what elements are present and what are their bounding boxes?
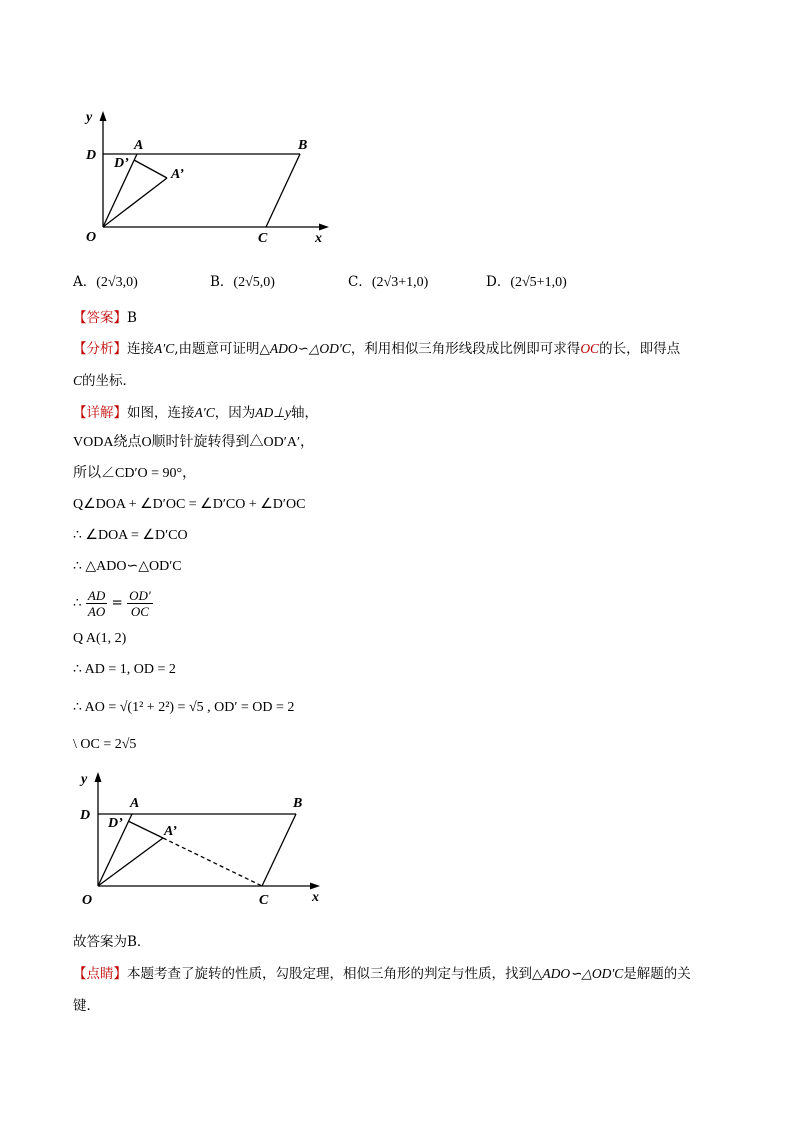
- answer-tag: 【答案】: [73, 310, 127, 326]
- label-C: C: [258, 231, 268, 246]
- label-O: O: [86, 230, 97, 245]
- comment-tag: 【点睛】: [73, 966, 127, 982]
- label2-x: x: [312, 890, 319, 905]
- option-c-label: C．: [348, 274, 372, 290]
- detail-line-8: ∴ AO = √(1² + 2²) = √5 , OD′ = OD = 2: [73, 700, 295, 715]
- label-x: x: [315, 231, 322, 246]
- detail-axis: 轴，: [290, 405, 318, 421]
- detail-intro: 如图，连接: [127, 405, 195, 421]
- label2-O: O: [82, 893, 93, 908]
- answer-value: B: [127, 310, 137, 326]
- analysis-oc: OC: [580, 341, 600, 356]
- comment-tri: ADO∽△OD′C: [542, 966, 624, 981]
- option-b-value: (2√5,0): [233, 275, 275, 290]
- analysis-seg: A′C: [154, 341, 175, 356]
- detail-fraction-line: [73, 588, 153, 619]
- fraction-right-den: OC: [130, 604, 149, 619]
- label2-Dp: D’: [108, 816, 123, 831]
- label2-D: D: [80, 808, 91, 823]
- analysis-text-1: 连接: [127, 341, 154, 357]
- segment-DpAp-2: [128, 821, 163, 838]
- label2-C: C: [259, 893, 269, 908]
- option-a-label: A．: [73, 274, 97, 290]
- label-D: D: [86, 148, 97, 163]
- detail-tag: 【详解】: [73, 405, 127, 421]
- fraction-left-num: AD: [87, 588, 106, 603]
- label-A: A: [134, 138, 144, 153]
- option-c-value: (2√3+1,0): [371, 275, 429, 290]
- analysis-tag: 【分析】: [73, 341, 127, 357]
- segment-BC-2: [262, 814, 296, 886]
- segment-OAp-2: [98, 838, 163, 886]
- y-axis-arrow: [100, 111, 107, 121]
- option-d: [486, 273, 567, 292]
- detail-line-6: Q A(1, 2): [73, 631, 127, 646]
- option-b-label: B．: [210, 274, 234, 290]
- analysis-line-1: [73, 340, 680, 358]
- fraction-right: [127, 588, 153, 619]
- detail-perp: AD⊥y: [255, 405, 291, 420]
- analysis-line-2: [73, 372, 136, 390]
- detail-seg: A′C: [194, 405, 215, 420]
- label2-Ap: A’: [164, 824, 177, 839]
- detail-line-5: ∴ △ADO∽△OD′C: [73, 559, 182, 574]
- detail-line-9: \ OC = 2√5: [73, 737, 137, 752]
- answer-line: [73, 309, 137, 327]
- option-c: [348, 273, 428, 292]
- detail-line-1: VODA绕点O顺时针旋转得到△OD′A′，: [73, 435, 315, 450]
- label-Ap: A’: [171, 167, 184, 182]
- fraction-right-num: OD′: [129, 588, 151, 603]
- detail-because: ，因为: [214, 405, 256, 421]
- detail-line-0: [73, 404, 318, 422]
- comment-line-1: [73, 965, 691, 983]
- comment-line-2: 键．: [73, 998, 100, 1014]
- option-a: [73, 273, 138, 292]
- y-axis-2-arrow: [95, 772, 102, 782]
- analysis-text-5: 的坐标．: [82, 373, 137, 389]
- fraction-left: [86, 588, 107, 619]
- segment-BC: [266, 154, 300, 227]
- fraction-left-den: AO: [87, 604, 106, 619]
- comment-text-1: 本题考查了旋转的性质，勾股定理，相似三角形的判定与性质，找到△: [127, 966, 543, 982]
- analysis-text-2: ,由题意可证明△: [174, 341, 270, 357]
- figure-2: [76, 765, 336, 910]
- detail-line-2: 所以∠CD′O = 90°，: [73, 466, 197, 481]
- analysis-tri-2: △OD′C: [308, 341, 351, 356]
- analysis-tri-1: ADO: [269, 341, 298, 356]
- detail-line-4: ∴ ∠DOA = ∠D′CO: [73, 528, 188, 543]
- option-a-value: (2√3,0): [96, 275, 138, 290]
- comment-text-2: 是解题的关: [623, 966, 691, 982]
- segment-DpAp: [134, 160, 167, 178]
- segment-ApC-dashed: [163, 838, 262, 886]
- option-b: [210, 273, 275, 292]
- label-B: B: [298, 138, 308, 153]
- label2-A: A: [130, 796, 140, 811]
- analysis-text-3: ，利用相似三角形线段成比例即可求得: [350, 341, 581, 357]
- option-d-label: D．: [486, 274, 511, 290]
- fraction-equals: =: [111, 595, 123, 611]
- label-y: y: [86, 110, 93, 125]
- label2-B: B: [293, 796, 303, 811]
- analysis-c: C: [73, 373, 83, 388]
- option-d-value: (2√5+1,0): [510, 275, 567, 290]
- x-axis-arrow: [319, 224, 329, 231]
- detail-line-7: ∴ AD = 1, OD = 2: [73, 662, 176, 677]
- detail-line-3: Q∠DOA + ∠D′OC = ∠D′CO + ∠D′OC: [73, 497, 306, 512]
- label-Dp: D’: [114, 156, 129, 171]
- analysis-text-4: 的长，即得点: [599, 341, 681, 357]
- x-axis-2-arrow: [310, 883, 320, 890]
- figure-1: [78, 105, 338, 250]
- segment-OAp: [103, 178, 167, 227]
- conclusion: 故答案为B．: [73, 934, 151, 950]
- label2-y: y: [81, 772, 88, 787]
- fraction-prefix: ∴: [73, 595, 82, 611]
- analysis-sim: ∽: [297, 341, 309, 357]
